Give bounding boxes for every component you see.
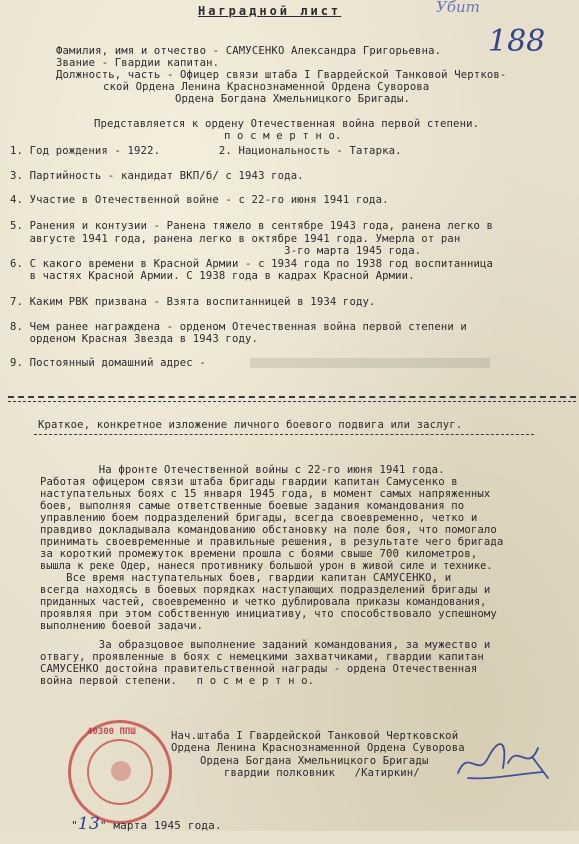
summary-line: управлению боем подразделений бригады, всегда своевременно, четко и <box>40 512 478 524</box>
summary-line: САМУСЕНКО достойна правительственной награды - ордена Отечественная <box>40 663 478 675</box>
summary-line: всегда находясь в боевых порядках наступающих подразделений бригады и <box>40 584 491 596</box>
summary-line: приданных частей, своевременно и четко дублировала приказы командования, <box>40 596 487 608</box>
stamp-inner-ring <box>87 739 153 805</box>
personal-rank: Звание - Гвардии капитан. <box>56 57 220 69</box>
summary-line: На фронте Отечественной войны с 22-го июня 1941 года. <box>40 464 445 476</box>
stamp-number: 40300 ППШ <box>87 727 136 737</box>
item-5: 5. Ранения и контузии - Ранена тяжело в сентябре 1943 года, ранена легко в <box>10 220 494 232</box>
handwritten-number: 188 <box>488 24 546 59</box>
summary-line: война первой степени. п о с м е р т н о. <box>40 675 315 687</box>
item-8: 8. Чем ранее награждена - орденом Отечественная война первой степени и <box>10 321 467 333</box>
item-7: 7. Каким РВК призвана - Взята воспитанницей в 1934 году. <box>10 296 376 308</box>
summary-line: вышла к реке Одер, нанеся противнику большой урон в живой силе и технике. <box>40 560 493 572</box>
item-5-cont: августе 1941 года, ранена легко в октябре 1941 года. Умерла от ран <box>10 233 461 245</box>
item-6-cont: в частях Красной Армии. С 1938 года в кадрах Красной Армии. <box>10 270 415 282</box>
personal-position-cont2: Ордена Богдана Хмельницкого Бригады. <box>175 93 411 105</box>
item-3: 3. Партийность - кандидат ВКП/б/ с 1943 года. <box>10 170 304 182</box>
item-4: 4. Участие в Отечественной войне - с 22-го июня 1941 года. <box>10 194 389 206</box>
signature-line-2: Ордена Ленина Краснознаменной Ордена Суворова <box>171 742 465 754</box>
handwritten-corner-note: Убит <box>436 0 480 16</box>
date-rest: марта 1945 года. <box>113 819 222 832</box>
summary-line: принимать своевременные и правильные решения, в результате чего бригада <box>40 536 504 548</box>
summary-line: Все время наступательных боев, гвардии капитан САМУСЕНКО, и <box>40 572 452 584</box>
signature-line-4: гвардии полковник /Катиркин/ <box>224 767 420 779</box>
item-9: 9. Постоянный домашний адрес - <box>10 357 206 369</box>
summary-line: наступательных боях с 15 января 1945 года, в момент самых напряженных <box>40 488 491 500</box>
nomination-line: Представляется к ордену Отечественная война первой степени. <box>94 118 480 130</box>
nomination-posthumous: п о с м е р т н о. <box>224 130 342 142</box>
item-5-cont2: 3-го марта 1945 года. <box>10 245 422 257</box>
summary-line: За образцовое выполнение заданий командования, за мужество и <box>40 639 491 651</box>
date-day: 13 <box>77 814 100 834</box>
summary-header: Краткое, конкретное изложение личного боевого подвига или заслуг. <box>38 419 463 431</box>
summary-line: за короткий промежуток времени прошла с боями свыше 700 километров, <box>40 548 478 560</box>
signature-line-3: Ордена Богдана Хмельницкого Бригады <box>200 755 429 767</box>
personal-position-cont: ской Ордена Ленина Краснознаменной Ордена Суворова <box>103 81 430 93</box>
summary-line: Работая офицером связи штаба бригады гвардии капитан Самусенко в <box>40 476 458 488</box>
summary-line: боев, выполняя самые ответственные боевые задания командования по <box>40 500 465 512</box>
divider-top <box>8 396 576 398</box>
summary-header-underline <box>34 434 534 435</box>
item-8-cont: орденом Красная Звезда в 1943 году. <box>10 333 259 345</box>
handwritten-signature <box>448 728 558 788</box>
signature-line-1: Нач.штаба I Гвардейской Танковой Чертковской <box>171 730 459 742</box>
document-title: Наградной лист <box>198 4 342 18</box>
personal-position: Должность, часть - Офицер связи штаба I Гвардейской Танковой Чертков- <box>56 69 507 81</box>
stamp-emblem-icon <box>111 761 131 781</box>
item-1: 1. Год рождения - 1922. 2. Национальность - Татарка. <box>10 145 402 157</box>
divider-top-2 <box>8 401 576 402</box>
blurred-address <box>250 358 490 368</box>
summary-line: отвагу, проявленные в боях с немецкими захватчиками, гвардии капитан <box>40 651 484 663</box>
personal-name: Фамилия, имя и отчество - САМУСЕНКО Александра Григорьевна. <box>56 45 442 57</box>
summary-line: правдиво докладывала командованию обстановку на поле боя, что помогало <box>40 524 497 536</box>
summary-line: проявляя при этом собственную инициативу, что способствовало успешному <box>40 608 497 620</box>
date-line: "13" марта 1945 года. <box>71 814 222 834</box>
item-6: 6. С какого времени в Красной Армии - с 1934 года по 1938 год воспитанница <box>10 258 494 270</box>
summary-line: выполнению боевой задачи. <box>40 620 204 632</box>
